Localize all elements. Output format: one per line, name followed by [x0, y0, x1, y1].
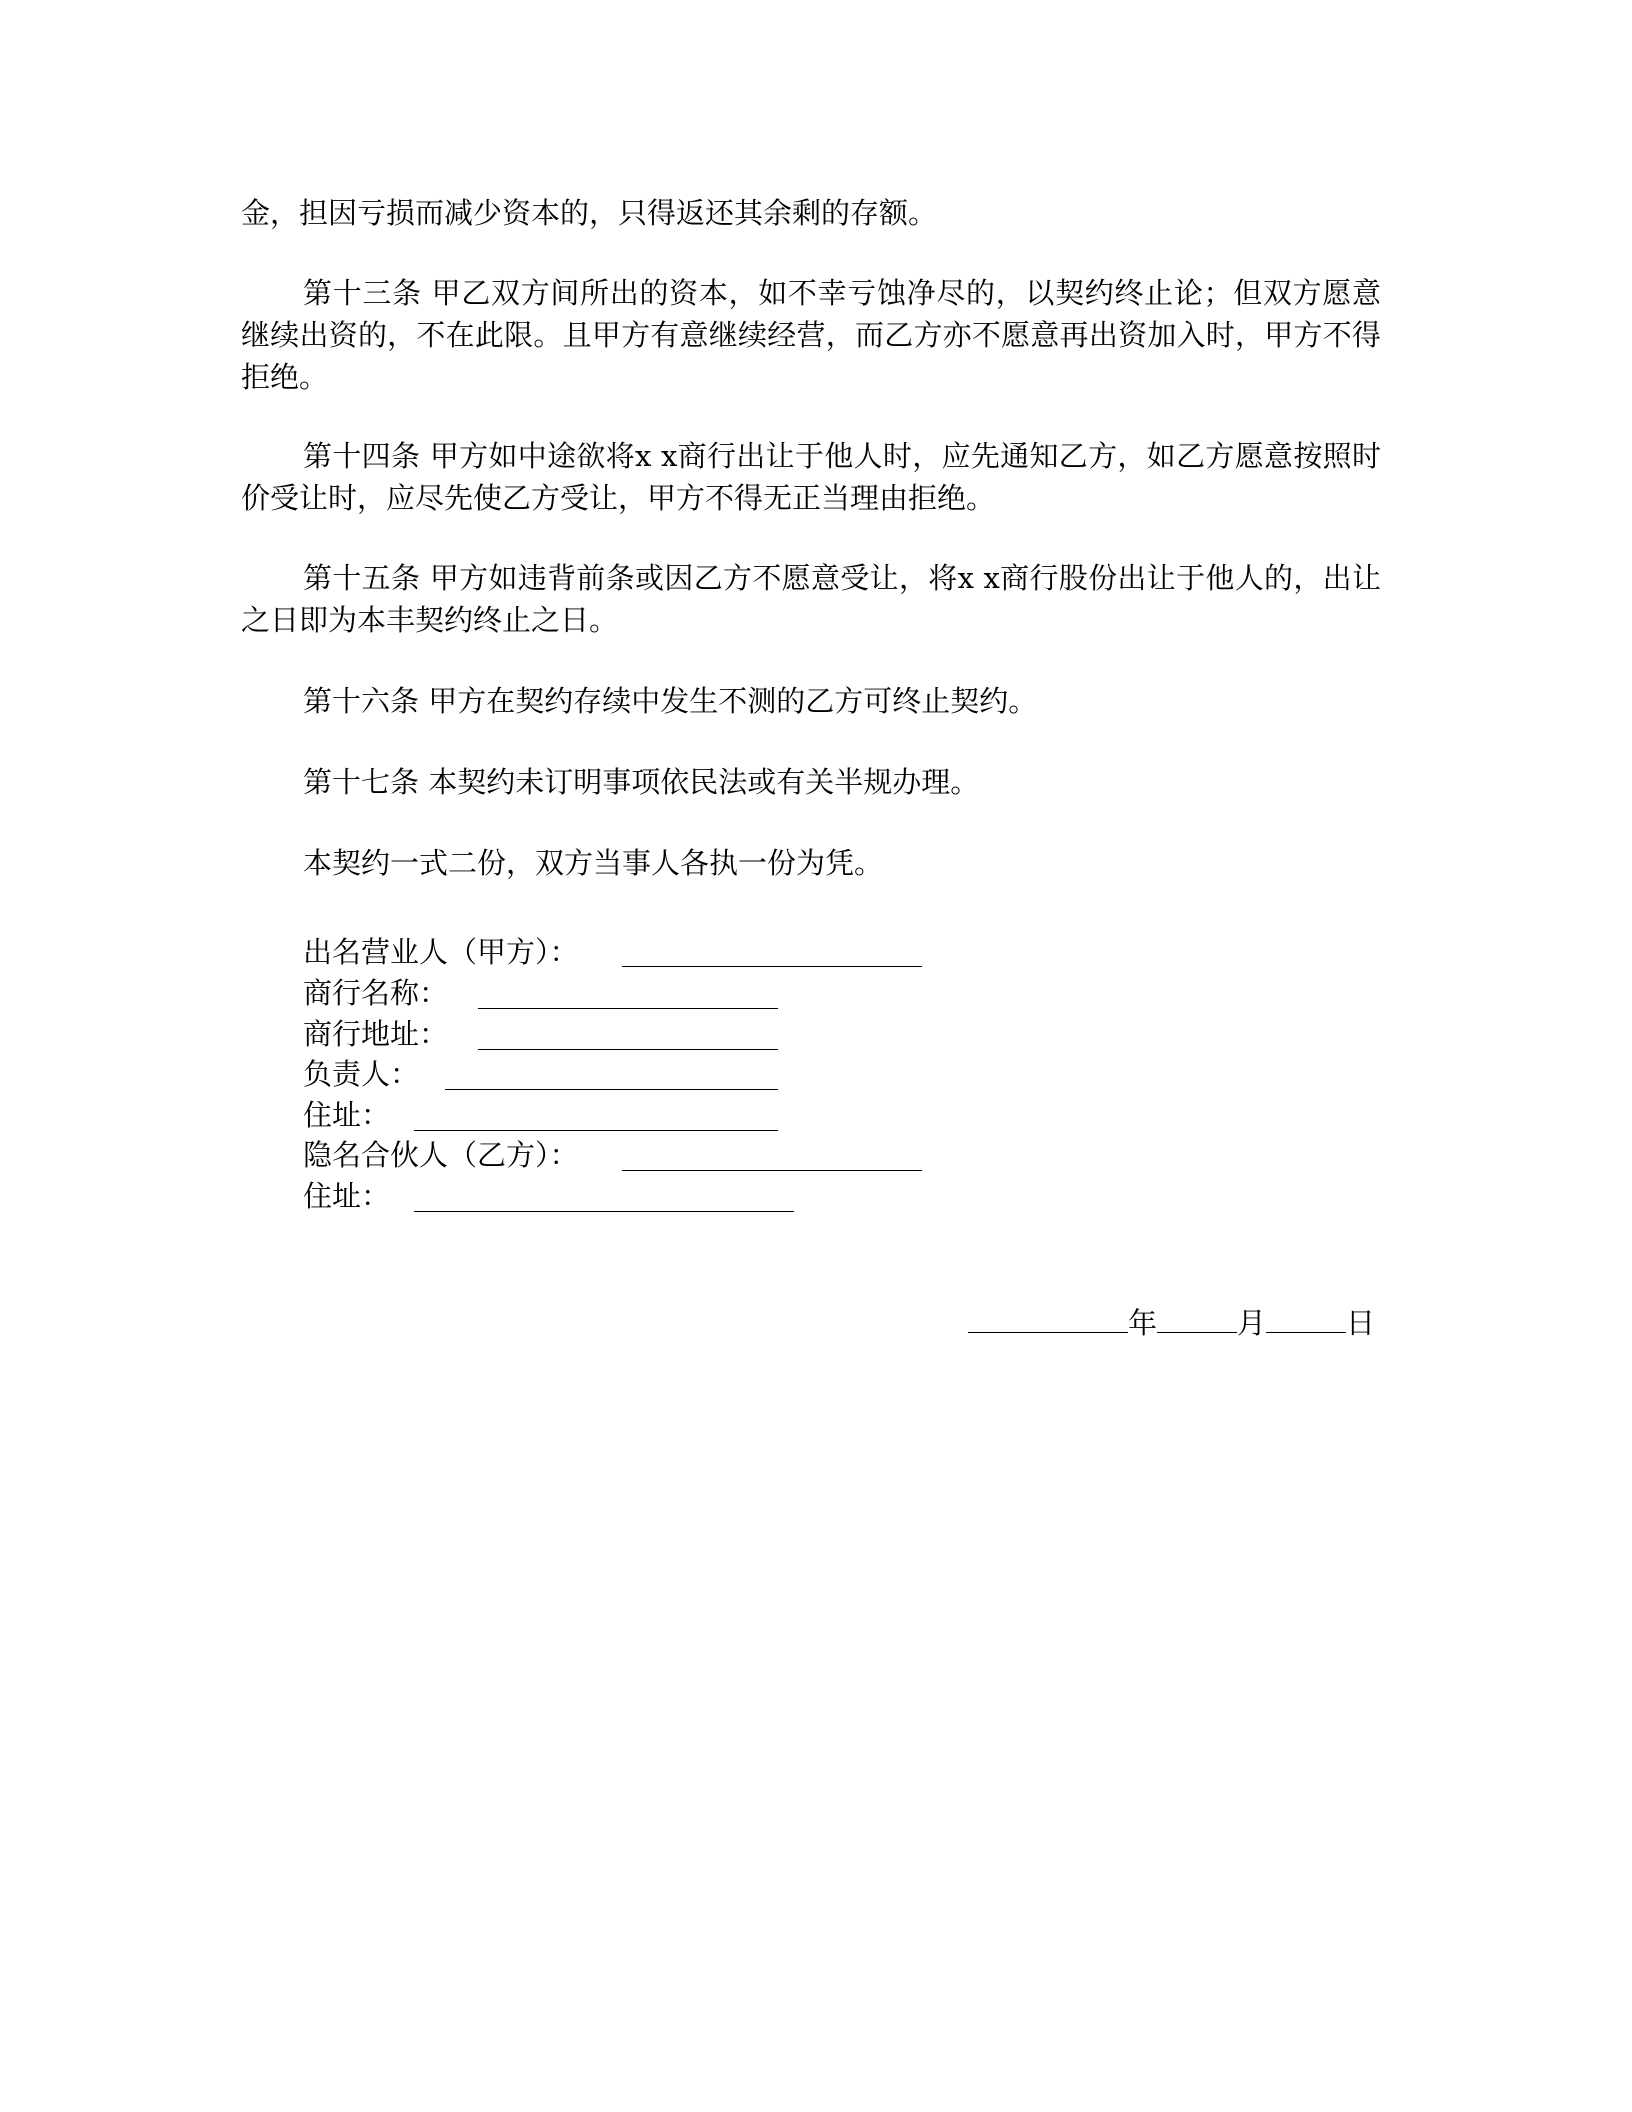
- firm-name-label: 商行名称：: [303, 976, 449, 1010]
- article-17: 第十七条 本契约未订明事项依民法或有关半规办理。: [303, 765, 980, 799]
- party-a-blank[interactable]: [622, 966, 922, 967]
- year-label: 年: [1128, 1306, 1158, 1340]
- firm-name-blank[interactable]: [478, 1008, 778, 1009]
- article-13: 第十三条 甲乙双方间所出的资本，如不幸亏蚀净尽的，以契约终止论；但双方愿意继续出资的，不在此限。且甲方有意继续经营，而乙方亦不愿意再出资加入时，甲方不得拒绝。: [241, 276, 1381, 394]
- party-a-label: 出名营业人（甲方）：: [303, 935, 579, 969]
- article-16: 第十六条 甲方在契约存续中发生不测的乙方可终止契约。: [303, 684, 1038, 718]
- year-blank[interactable]: [968, 1302, 1128, 1333]
- party-b-blank[interactable]: [622, 1170, 922, 1171]
- day-label: 日: [1346, 1306, 1376, 1340]
- firm-address-label: 商行地址：: [303, 1017, 449, 1051]
- article-14: 第十四条 甲方如中途欲将x x商行出让于他人时，应先通知乙方，如乙方愿意按照时价受让时，应尽先使乙方受让，甲方不得无正当理由拒绝。: [241, 439, 1381, 515]
- closing-clause: 本契约一式二份，双方当事人各执一份为凭。: [303, 846, 884, 880]
- month-blank[interactable]: [1157, 1302, 1237, 1333]
- article-15: 第十五条 甲方如违背前条或因乙方不愿意受让，将x x商行股份出让于他人的，出让之日即为本丰契约终止之日。: [241, 561, 1381, 637]
- person-in-charge-blank[interactable]: [445, 1089, 778, 1090]
- paragraph-continuation: 金，担因亏损而减少资本的，只得返还其余剩的存额。: [241, 196, 938, 230]
- month-label: 月: [1237, 1306, 1267, 1340]
- address-a-label: 住址：: [303, 1098, 391, 1132]
- party-b-label: 隐名合伙人（乙方）：: [303, 1138, 579, 1172]
- firm-address-blank[interactable]: [478, 1049, 778, 1050]
- address-b-label: 住址：: [303, 1179, 391, 1213]
- address-b-blank[interactable]: [414, 1211, 794, 1212]
- date-line: [968, 1302, 1375, 1343]
- address-a-blank[interactable]: [414, 1130, 778, 1131]
- day-blank[interactable]: [1266, 1302, 1346, 1333]
- person-in-charge-label: 负责人：: [303, 1057, 420, 1091]
